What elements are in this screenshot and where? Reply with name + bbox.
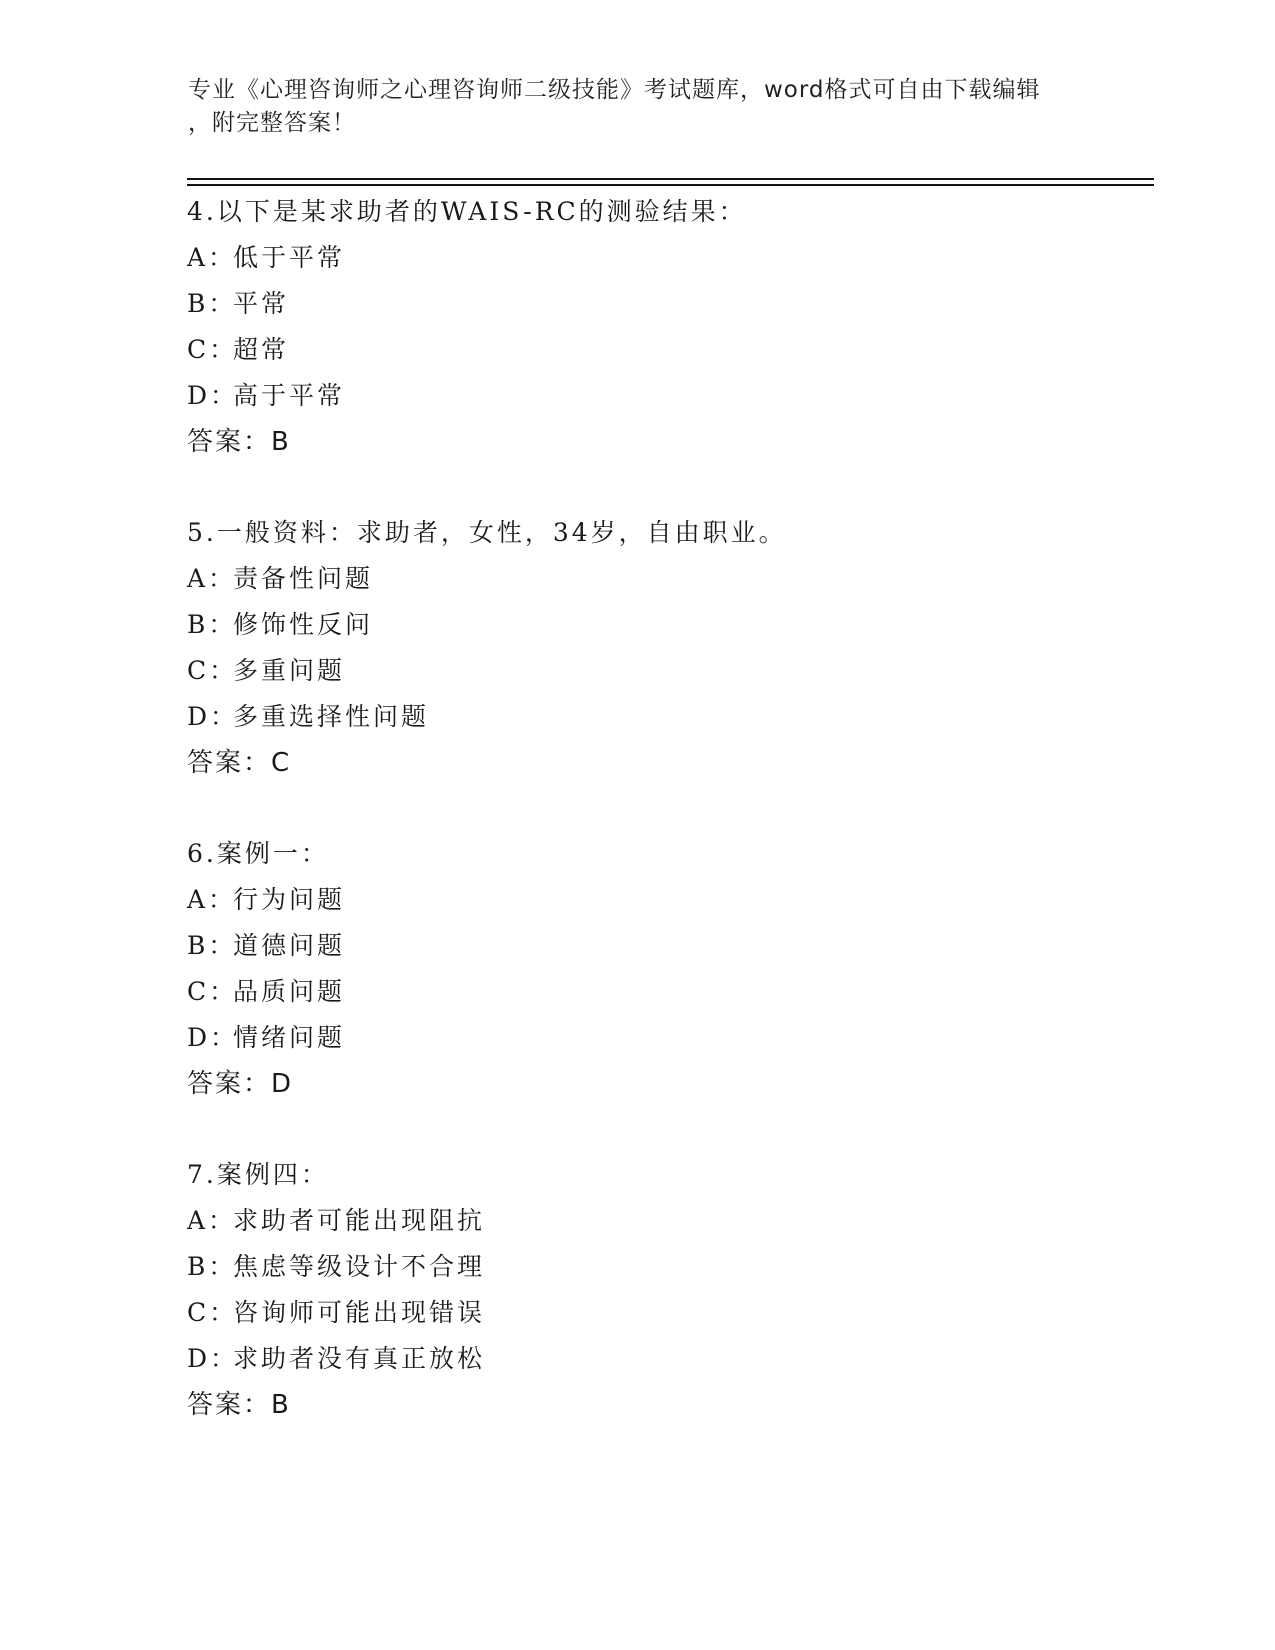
option-key: D： [187,1023,239,1052]
option-key: B： [187,289,237,318]
answer-line: 答案：D [187,1069,294,1099]
option-text: 修饰性反问 [233,610,374,639]
option-text: 咨询师可能出现错误 [233,1298,486,1327]
question-6 [187,831,345,1107]
option-text: 平常 [233,289,290,318]
option-text: 高于平常 [233,381,346,410]
option-key: B： [187,610,237,639]
option-text: 多重选择性问题 [233,702,430,731]
option-b [187,923,345,969]
header-divider-bottom [187,184,1154,186]
option-key: A： [187,885,237,914]
header-line-2: ，附完整答案！ [188,110,356,136]
option-text: 品质问题 [233,977,346,1006]
option-a [187,235,747,281]
option-b [187,281,747,327]
option-text: 焦虑等级设计不合理 [233,1252,486,1281]
question-stem: 7.案例四： [187,1160,329,1189]
option-key: C： [187,656,238,685]
option-d [187,373,747,419]
option-d [187,1015,345,1061]
option-text: 责备性问题 [233,564,374,593]
header-divider-top [187,178,1154,180]
option-key: D： [187,381,239,410]
option-b [187,602,787,648]
option-key: B： [187,1252,237,1281]
option-text: 情绪问题 [233,1023,346,1052]
answer-line: 答案：B [187,427,291,457]
question-4 [187,189,747,465]
document-header [188,74,1088,140]
option-key: C： [187,335,238,364]
option-a [187,1198,485,1244]
option-c [187,327,747,373]
answer-line: 答案：B [187,1390,291,1420]
option-d [187,1336,485,1382]
option-text: 行为问题 [233,885,346,914]
question-stem: 5.一般资料：求助者，女性，34岁，自由职业。 [187,518,787,547]
option-c [187,1290,485,1336]
option-key: D： [187,1344,239,1373]
option-key: A： [187,1206,237,1235]
answer-line: 答案：C [187,748,292,778]
option-text: 低于平常 [233,243,346,272]
option-text: 多重问题 [233,656,346,685]
question-5 [187,510,787,786]
option-key: A： [187,564,237,593]
option-c [187,969,345,1015]
option-key: A： [187,243,237,272]
question-7 [187,1152,485,1428]
option-text: 道德问题 [233,931,346,960]
option-text: 求助者可能出现阻抗 [233,1206,486,1235]
question-stem: 4.以下是某求助者的WAIS-RC的测验结果： [187,197,747,226]
question-stem: 6.案例一： [187,839,329,868]
option-key: C： [187,977,238,1006]
option-a [187,556,787,602]
option-c [187,648,787,694]
header-line-1: 专业《心理咨询师之心理咨询师二级技能》考试题库，word格式可自由下载编辑 [188,77,1041,103]
option-text: 超常 [233,335,290,364]
option-d [187,694,787,740]
option-a [187,877,345,923]
option-key: B： [187,931,237,960]
option-key: C： [187,1298,238,1327]
option-text: 求助者没有真正放松 [233,1344,486,1373]
option-key: D： [187,702,239,731]
option-b [187,1244,485,1290]
